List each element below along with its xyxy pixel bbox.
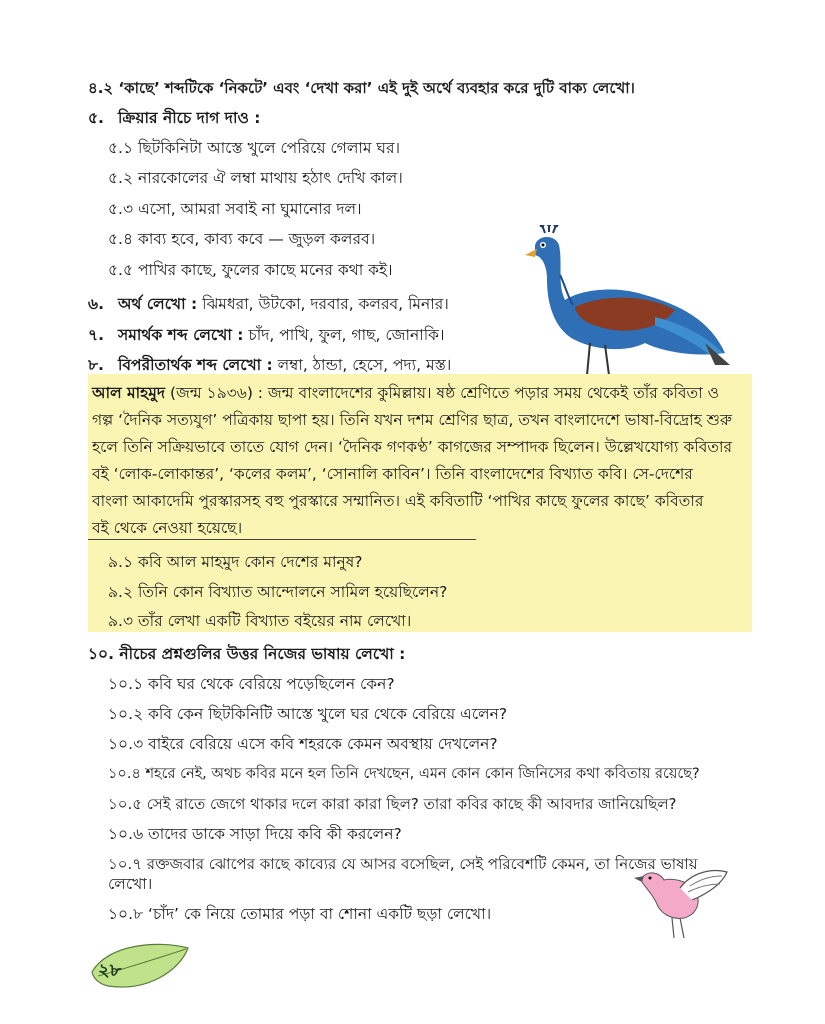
bio-line-1 [92, 383, 719, 403]
list-item: ৫.১ ছিটকিনিটা আস্তে খুলে পেরিয়ে গেলাম ঘর। [108, 139, 401, 157]
question-8-label: বিপরীতার্থক শব্দ লেখো : [118, 356, 273, 374]
question-6-label: অর্থ লেখো : [118, 295, 198, 313]
list-item: ৯.২ তিনি কোন বিখ্যাত আন্দোলনে সামিল হয়েছিলেন? [108, 583, 448, 601]
list-item: ১০.৬ তাদের ডাকে সাড়া দিয়ে কবি কী করলেন? [108, 825, 402, 843]
peacock-illustration [505, 225, 740, 375]
question-7-label: সমার্থক শব্দ লেখো : [118, 326, 244, 344]
question-5-number: ৫. [88, 109, 104, 127]
list-item: ১০.৭ রক্তজবার ঝোপের কাছে কাব্যের যে আসর বসেছিল, সেই পরিবেশটি কেমন, তা নিজের ভাষায় [108, 855, 698, 873]
list-item: ১০.৩ বাইরে বেরিয়ে এসে কবি শহরকে কেমন অবস্থায় দেখলেন? [108, 735, 498, 753]
bio-text: গল্প ‘দৈনিক সত্যযুগ’ পত্রিকায় ছাপা হয়। তিনি যখন দশম শ্রেণির ছাত্র, তখন বাংলাদেশে ভাষা-বিদ্রোহ শুরু [92, 411, 732, 429]
question-6-text: ঝিমধরা, উটকো, দরবার, কলরব, মিনার। [202, 295, 449, 313]
question-10-title: ১০. নীচের প্রশ্নগুলির উত্তর নিজের ভাষায় লেখো : [88, 645, 406, 663]
question-4-2: ৪.২ ‘কাছে’ শব্দটিকে ‘নিকটে’ এবং ‘দেখা করা’ এই দুই অর্থে ব্যবহার করে দুটি বাক্য লেখো। [88, 79, 635, 97]
list-item: ১০.১ কবি ঘর থেকে বেরিয়ে পড়েছিলেন কেন? [108, 675, 395, 693]
list-item: ১০.৮ ‘চাঁদ’ কে নিয়ে তোমার পড়া বা শোনা একটি ছড়া লেখো। [108, 905, 492, 923]
question-6 [118, 294, 449, 314]
question-6-number: ৬. [88, 295, 104, 313]
bio-text: (জন্ম ১৯৩৬) : জন্ম বাংলাদেশের কুমিল্লায়। ষষ্ঠ শ্রেণিতে পড়ার সময় থেকেই তাঁর কবিতা ও [169, 384, 720, 402]
question-7-number: ৭. [88, 326, 104, 344]
list-item: ১০.৪ শহরে নেই, অথচ কবির মনে হল তিনি দেখছেন, এমন কোন কোন জিনিসের কথা কবিতায় রয়েছে? [108, 766, 700, 782]
question-8-number: ৮. [88, 356, 104, 374]
bio-text: বাংলা আকাদেমি পুরস্কারসহ বহু পুরস্কারে সম্মানিত। এই কবিতাটি ‘পাখির কাছে ফুলের কাছে’ কবিতার [92, 492, 704, 510]
list-item: ১০.৫ সেই রাতে জেগে থাকার দলে কারা কারা ছিল? তারা কবির কাছে কী আবদার জানিয়েছিল? [108, 795, 677, 813]
bio-text: বই থেকে নেওয়া হয়েছে। [92, 519, 243, 537]
question-5-title: ক্রিয়ার নীচে দাগ দাও : [118, 109, 261, 127]
list-item: ৫.৫ পাখির কাছে, ফুলের কাছে মনের কথা কই। [108, 261, 393, 279]
list-item: ৫.৪ কাব্য হবে, কাব্য কবে — জুড়ল কলরব। [108, 230, 376, 248]
question-8-text: লম্বা, ঠান্ডা, হেসে, পদ্য, মস্ত। [277, 356, 452, 374]
bio-text: হলে তিনি সক্রিয়ভাবে তাতে যোগ দেন। ‘দৈনিক গণকণ্ঠ’ কাগজের সম্পাদক ছিলেন। উল্লেখযোগ্য কবিতার [92, 438, 733, 456]
list-item: ১০.২ কবি কেন ছিটকিনিটি আস্তে খুলে ঘর থেকে বেরিয়ে এলেন? [108, 705, 508, 723]
question-7-text: চাঁদ, পাখি, ফুল, গাছ, জোনাকি। [248, 326, 445, 344]
list-item: ৫.৩ এসো, আমরা সবাই না ঘুমানোর দল। [108, 200, 362, 218]
bio-text: বই ‘লোক-লোকান্তর’, ‘কলের কলম’, ‘সোনালি কাবিন’। তিনি বাংলাদেশের বিখ্যাত কবি। সে-দেশের [92, 465, 693, 483]
list-item: ৫.২ নারকোলের ঐ লম্বা মাথায় হঠাৎ দেখি কাল। [108, 169, 403, 187]
poet-name: আল মাহমুদ [92, 384, 166, 402]
page-number: ২৮ [98, 960, 122, 981]
divider [88, 539, 476, 540]
question-7 [118, 325, 445, 345]
bird-illustration [632, 858, 742, 946]
list-item: ৯.১ কবি আল মাহমুদ কোন দেশের মানুষ? [108, 553, 363, 571]
list-item: ৯.৩ তাঁর লেখা একটি বিখ্যাত বইয়ের নাম লেখো। [108, 612, 412, 630]
question-8 [118, 355, 451, 375]
list-item-continuation: লেখো। [108, 875, 153, 893]
